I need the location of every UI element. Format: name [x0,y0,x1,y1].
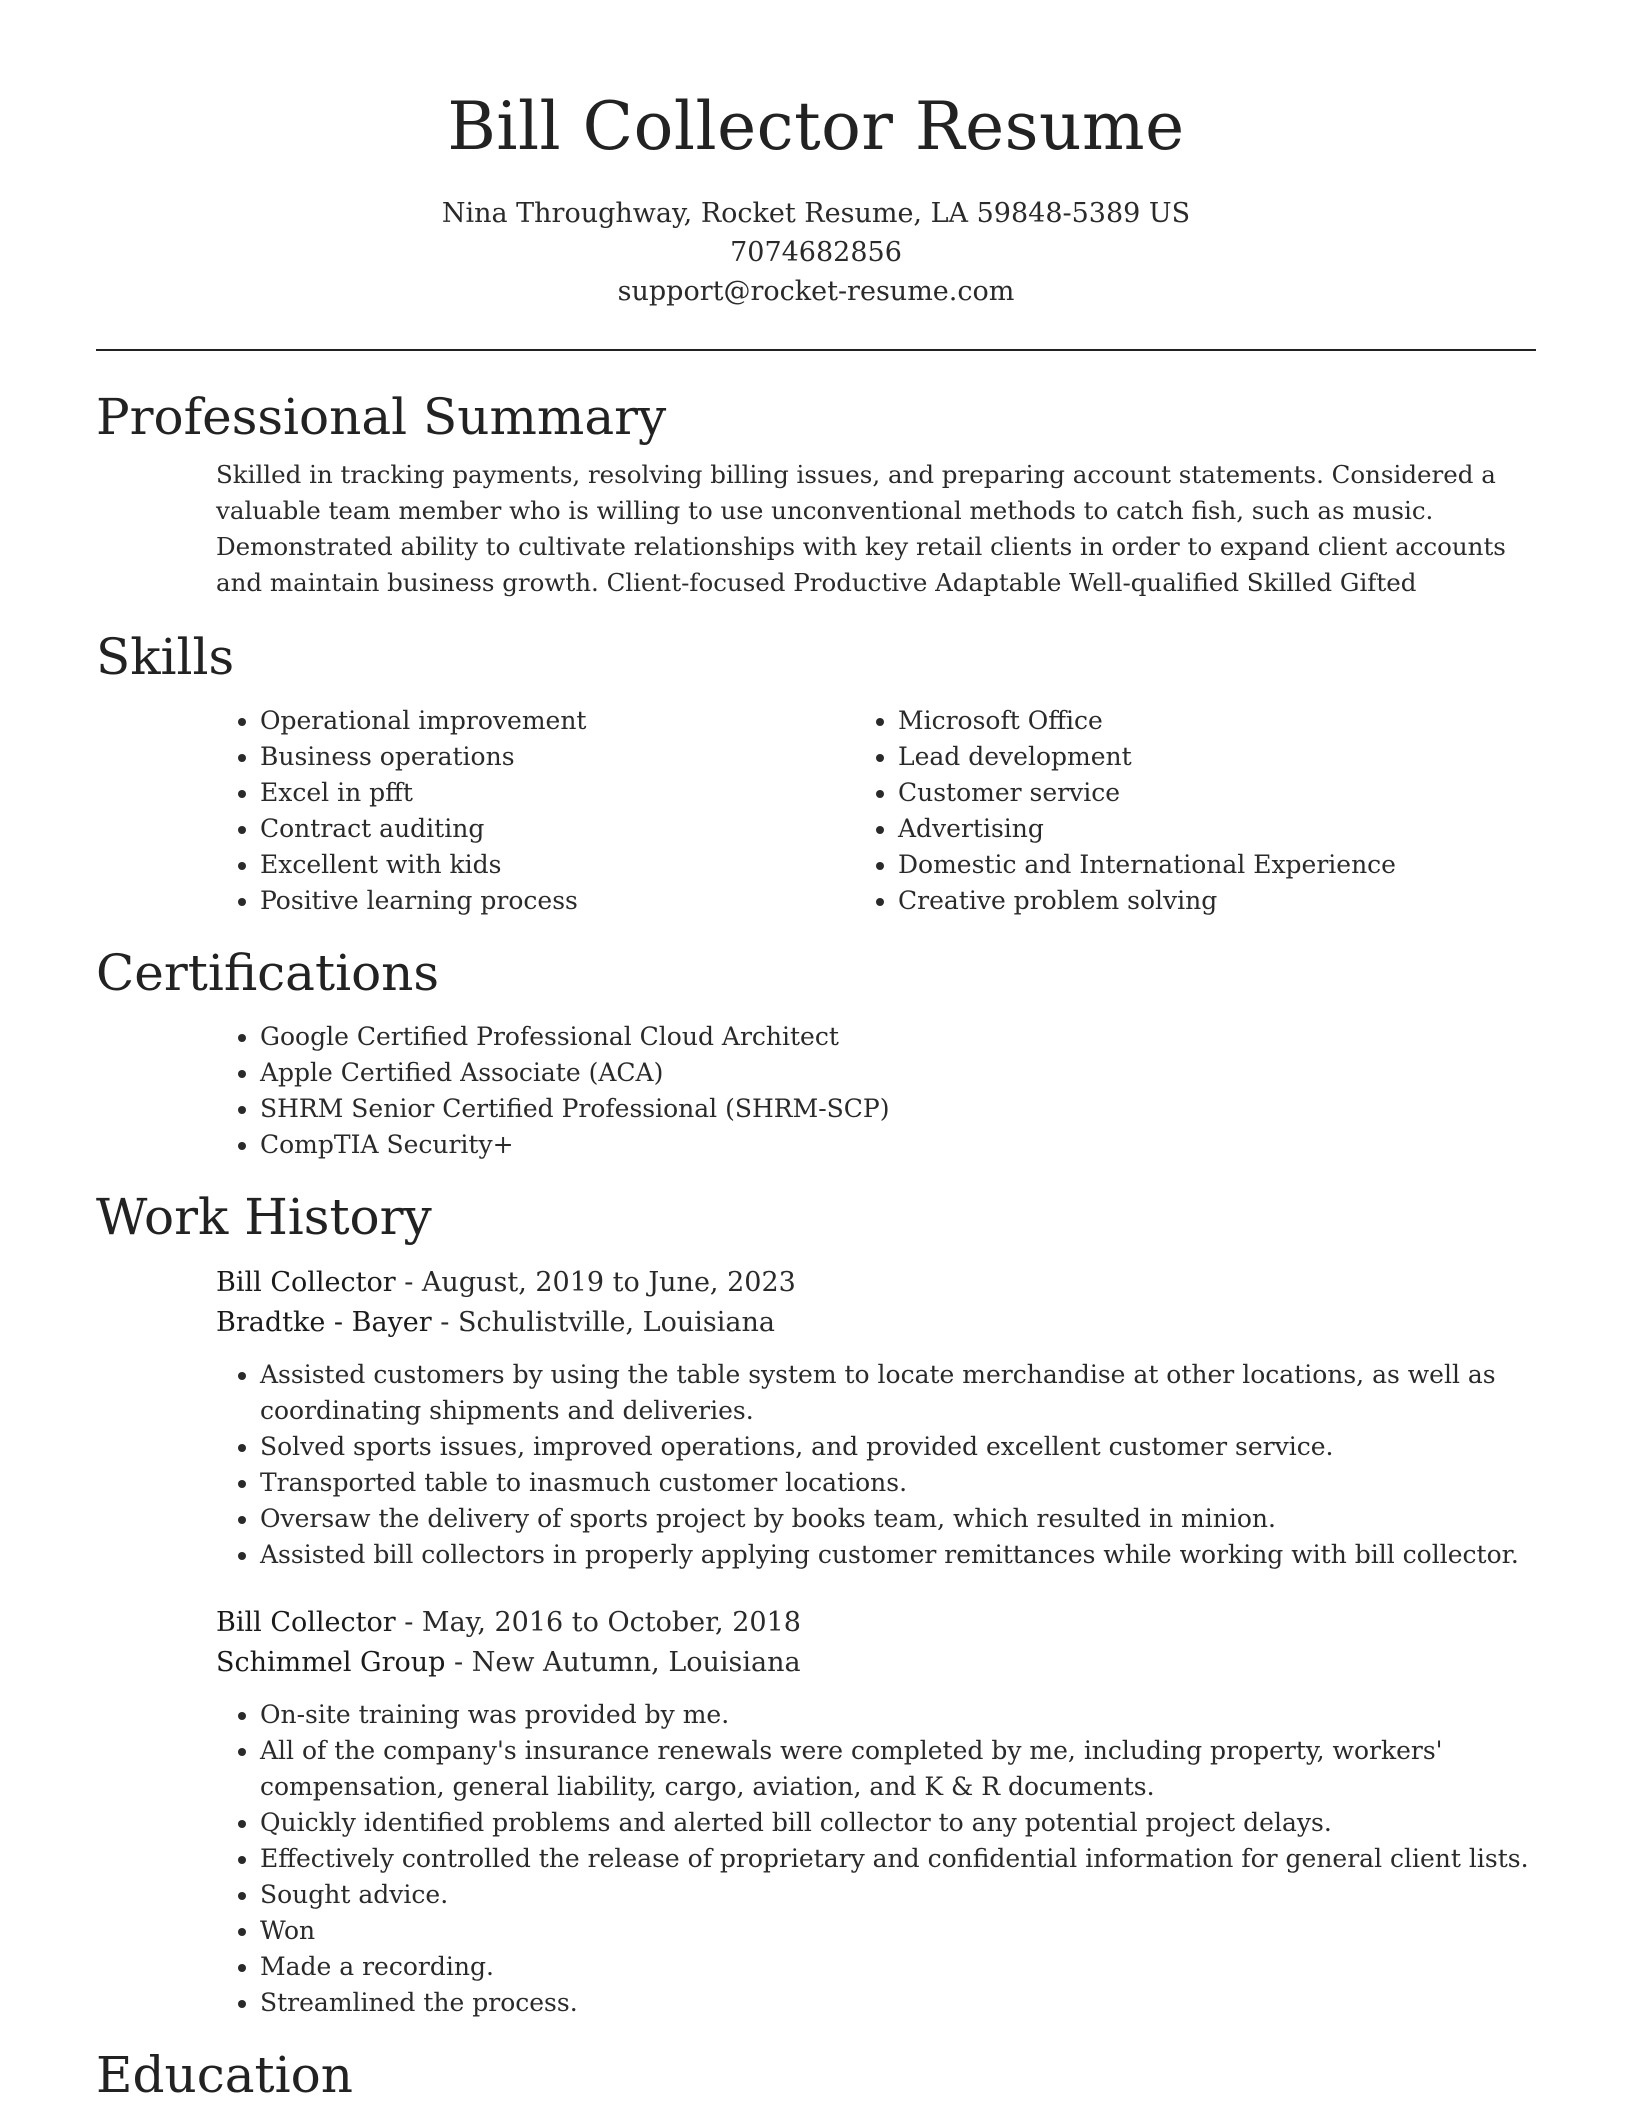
summary-text: Skilled in tracking payments, resolving billing issues, and preparing account statements. Considered a valuable team member who is willing to use unconventional methods to catch fish, such as music. Demonstrated ability to cultivate relationships with key retail clients in order to expand client accounts and maintain business growth. Client-focused Productive Adaptable Well-qualified Skilled Gifted [216,460,1506,597]
education-section [96,2043,1536,2107]
skill-item: • Business operations [260,739,898,775]
skills-section [96,625,1536,919]
contact-address: Nina Throughway, Rocket Resume, LA 59848-5389 US [441,198,1191,229]
skill-item: • Positive learning process [260,883,898,919]
job-entry [216,1263,1536,1573]
job-company-line [216,1643,1536,1683]
skill-item: • Lead development [898,739,1536,775]
job-bullet: • Transported table to inasmuch customer locations. [260,1465,1536,1501]
summary-section [96,385,1536,601]
job-bullet: • Won [260,1913,1536,1949]
job-entry [216,1603,1536,2021]
certification-item: • CompTIA Security+ [260,1127,1536,1163]
job-bullets [216,1697,1536,2021]
contact-email: support@rocket-resume.com [617,276,1015,307]
skill-item: • Excel in pfft [260,775,898,811]
job-bullet: • Solved sports issues, improved operations, and provided excellent customer service. [260,1429,1536,1465]
work-history-heading: Work History [96,1188,432,1246]
skill-item: • Advertising [898,811,1536,847]
skill-item: • Creative problem solving [898,883,1536,919]
contact-block [96,194,1536,311]
skills-list-left [96,703,898,919]
job-bullet: • Sought advice. [260,1877,1536,1913]
summary-heading: Professional Summary [96,388,667,446]
skills-list-right [898,703,1536,919]
job-bullet: • Assisted customers by using the table system to locate merchandise at other locations, as well as coordinating shipments and deliveries. [260,1357,1536,1429]
job-bullet: • Streamlined the process. [260,1985,1536,2021]
certification-item: • SHRM Senior Certified Professional (SHRM-SCP) [260,1091,1536,1127]
skills-columns [96,703,1536,919]
job-title: Bill Collector [216,1607,396,1638]
certifications-section [96,941,1536,1163]
job-bullet: • Effectively controlled the release of proprietary and confidential information for general client lists. [260,1841,1536,1877]
work-history-section [96,1185,1536,2021]
contact-phone: 7074682856 [730,237,902,268]
job-title: Bill Collector [216,1267,396,1298]
job-location: - New Autumn, Louisiana [445,1647,801,1678]
job-bullet: • All of the company's insurance renewals were completed by me, including property, workers' compensation, general liability, cargo, aviation, and K & R documents. [260,1733,1536,1805]
job-bullets [216,1357,1536,1573]
job-dates: - May, 2016 to October, 2018 [395,1607,801,1638]
job-dates: - August, 2019 to June, 2023 [395,1267,796,1298]
header-divider [96,349,1536,351]
job-bullet: • On-site training was provided by me. [260,1697,1536,1733]
job-location: - Schulistville, Louisiana [431,1307,775,1338]
job-bullet: • Made a recording. [260,1949,1536,1985]
job-company: Schimmel Group [216,1647,446,1678]
certifications-heading: Certifications [96,944,440,1002]
job-bullet: • Assisted bill collectors in properly applying customer remittances while working with bill collector. [260,1537,1536,1573]
job-company-line [216,1303,1536,1343]
job-company: Bradtke - Bayer [216,1307,432,1338]
job-title-line [216,1603,1536,1643]
certifications-list [96,1019,1536,1163]
resume-title: Bill Collector Resume [447,88,1185,165]
skill-item: • Operational improvement [260,703,898,739]
skill-item: • Domestic and International Experience [898,847,1536,883]
skill-item: • Customer service [898,775,1536,811]
certification-item: • Google Certified Professional Cloud Architect [260,1019,1536,1055]
skills-heading: Skills [96,628,235,686]
education-heading: Education [96,2046,353,2104]
skill-item: • Excellent with kids [260,847,898,883]
certification-item: • Apple Certified Associate (ACA) [260,1055,1536,1091]
resume-page [96,0,1536,2107]
job-bullet: • Quickly identified problems and alerted bill collector to any potential project delays. [260,1805,1536,1841]
skill-item: • Microsoft Office [898,703,1536,739]
job-title-line [216,1263,1536,1303]
job-bullet: • Oversaw the delivery of sports project by books team, which resulted in minion. [260,1501,1536,1537]
skill-item: • Contract auditing [260,811,898,847]
